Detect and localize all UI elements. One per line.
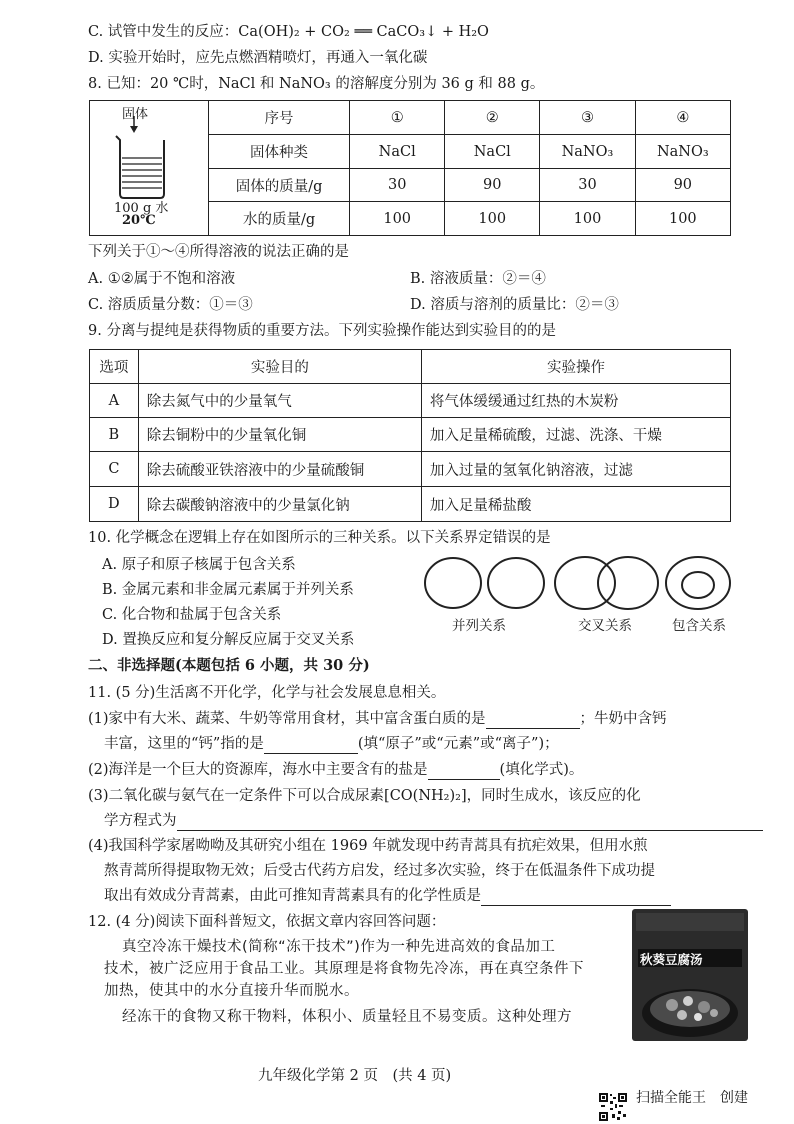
q11-part4-line1: (4)我国科学家屠呦呦及其研究小组在 1969 年就发现中药青蒿具有抗疟效果，但用水煎 bbox=[88, 838, 648, 854]
col3-solid: NaNO₃ bbox=[540, 135, 635, 169]
q11-part3-line2 bbox=[104, 811, 763, 831]
q12-p2-line1: 经冻干的食物又称干物料，体积小、质量轻且不易变质。这种处理方 bbox=[122, 1009, 572, 1025]
q8-option-d: D. 溶质与溶剂的质量比：②＝③ bbox=[410, 297, 619, 313]
q9-stem: 9. 分离与提纯是获得物质的重要方法。下列实验操作能达到实验目的的是 bbox=[88, 323, 556, 339]
col1-number: ① bbox=[350, 101, 445, 135]
qr-code-icon bbox=[598, 1092, 628, 1122]
q10-stem: 10. 化学概念在逻辑上存在如图所示的三种关系。以下关系界定错误的是 bbox=[88, 530, 551, 546]
answer-blank-calcium[interactable] bbox=[264, 737, 358, 754]
q9-row-a-op: 将气体缓缓通过红热的木炭粉 bbox=[421, 384, 730, 418]
q10-option-a: A. 原子和原子核属于包含关系 bbox=[102, 557, 296, 573]
col1-water: 100 bbox=[350, 202, 445, 236]
q9-row-d-op: 加入足量稀盐酸 bbox=[421, 487, 730, 522]
col3-mass: 30 bbox=[540, 169, 635, 202]
q8-ask: 下列关于①～④所得溶液的说法正确的是 bbox=[88, 244, 349, 260]
q8-option-a: A. ①②属于不饱和溶液 bbox=[88, 271, 236, 287]
col2-number: ② bbox=[445, 101, 540, 135]
q12-paragraph-2 bbox=[122, 1006, 572, 1028]
col2-mass: 90 bbox=[445, 169, 540, 202]
q11-part4-line2: 熬青蒿所得提取物无效；后受古代药方启发，经过多次实验，终于在低温条件下成功提 bbox=[104, 863, 655, 879]
section-title: 二、非选择题(本题包括 6 小题，共 30 分) bbox=[88, 657, 370, 674]
row-label-mass: 固体的质量/g bbox=[208, 169, 349, 202]
beaker-temp-label: 20℃ bbox=[122, 213, 156, 228]
q9-row-c-goal: 除去硫酸亚铁溶液中的少量硫酸铜 bbox=[138, 452, 421, 487]
q9-row-b-goal: 除去铜粉中的少量氧化铜 bbox=[138, 418, 421, 452]
soup-package-image bbox=[632, 909, 748, 1041]
q11-part1-text-c: 丰富，这里的“钙”指的是 bbox=[104, 736, 264, 752]
col3-water: 100 bbox=[540, 202, 635, 236]
row-label-water: 水的质量/g bbox=[208, 202, 349, 236]
answer-blank-protein[interactable] bbox=[486, 712, 580, 729]
q11-part1-line2 bbox=[104, 734, 559, 754]
answer-blank-property[interactable] bbox=[481, 889, 671, 906]
q8-option-c: C. 溶质质量分数：①＝③ bbox=[88, 297, 253, 313]
q9-row-b-op: 加入足量稀硫酸，过滤、洗涤、干燥 bbox=[421, 418, 730, 452]
col4-number: ④ bbox=[635, 101, 730, 135]
q10-option-d: D. 置换反应和复分解反应属于交叉关系 bbox=[102, 632, 355, 648]
q9-row-d-option: D bbox=[90, 487, 139, 522]
col4-water: 100 bbox=[635, 202, 730, 236]
q9-row-d-goal: 除去碳酸钠溶液中的少量氯化钠 bbox=[138, 487, 421, 522]
inclusion-relation-icon bbox=[666, 557, 730, 609]
parallel-relation-icon bbox=[425, 558, 544, 608]
col1-solid: NaCl bbox=[350, 135, 445, 169]
q11-part1-line1 bbox=[88, 709, 667, 729]
q9-header-goal: 实验目的 bbox=[138, 350, 421, 384]
q11-part2-text-b: (填化学式)。 bbox=[499, 762, 584, 778]
q9-row-c-op: 加入过量的氢氧化钠溶液，过滤 bbox=[421, 452, 730, 487]
q11-stem: 11. (5 分)生活离不开化学，化学与社会发展息息相关。 bbox=[88, 685, 446, 701]
col1-mass: 30 bbox=[350, 169, 445, 202]
q11-part4-text-c: 取出有效成分青蒿素，由此可推知青蒿素具有的化学性质是 bbox=[104, 888, 481, 904]
q11-part2 bbox=[88, 760, 583, 780]
relation-diagram bbox=[420, 552, 740, 614]
col2-solid: NaCl bbox=[445, 135, 540, 169]
q11-part3-text-b: 学方程式为 bbox=[104, 813, 177, 829]
q12-p1-line2: 技术，被广泛应用于食品工业。其原理是将食物先冷冻，再在真空条件下 bbox=[104, 961, 584, 977]
q9-header-option: 选项 bbox=[90, 350, 139, 384]
product-photo bbox=[632, 909, 748, 1041]
beaker-solid-label: 固体 bbox=[122, 107, 149, 122]
q12-paragraph-1-cont bbox=[104, 958, 584, 1002]
q9-table bbox=[89, 349, 731, 522]
answer-blank-equation[interactable] bbox=[177, 814, 763, 831]
col2-water: 100 bbox=[445, 202, 540, 236]
page-footer: 九年级化学第 2 页 (共 4 页) bbox=[258, 1068, 452, 1084]
q11-part3-line1: (3)二氧化碳与氨气在一定条件下可以合成尿素[CO(NH₂)₂]，同时生成水，该反应的化 bbox=[88, 788, 641, 804]
q8-option-b: B. 溶液质量：②＝④ bbox=[410, 271, 546, 287]
q8-stem: 8. 已知：20 ℃时，NaCl 和 NaNO₃ 的溶解度分别为 36 g 和 88 g。 bbox=[88, 76, 545, 92]
q11-part4-line3 bbox=[104, 886, 671, 906]
q9-row-b-option: B bbox=[90, 418, 139, 452]
label-inclusion: 包含关系 bbox=[672, 618, 726, 634]
q8-table bbox=[89, 100, 731, 236]
beaker-figure bbox=[90, 101, 209, 236]
q11-part2-text-a: (2)海洋是一个巨大的资源库，海水中主要含有的盐是 bbox=[88, 762, 428, 778]
q9-row-a-option: A bbox=[90, 384, 139, 418]
q12-p1-line1: 真空冷冻干燥技术(简称“冻干技术”)作为一种先进高效的食品加工 bbox=[122, 939, 556, 955]
q11-part1-text-b: ；牛奶中含钙 bbox=[579, 711, 667, 727]
product-label: 秋葵豆腐汤 bbox=[640, 952, 703, 967]
q9-header-op: 实验操作 bbox=[421, 350, 730, 384]
q9-row-a-goal: 除去氮气中的少量氧气 bbox=[138, 384, 421, 418]
label-cross: 交叉关系 bbox=[578, 618, 632, 634]
q10-option-c: C. 化合物和盐属于包含关系 bbox=[102, 607, 282, 623]
q7-option-c: C. 试管中发生的反应：Ca(OH)₂ + CO₂ ══ CaCO₃↓ + H₂O bbox=[88, 24, 489, 40]
row-label-solid: 固体种类 bbox=[208, 135, 349, 169]
beaker-water-label: 100 g 水 bbox=[114, 201, 169, 216]
q11-part1-text-d: (填“原子”或“元素”或“离子”)； bbox=[357, 736, 559, 752]
cross-relation-icon bbox=[555, 557, 658, 609]
answer-blank-salt[interactable] bbox=[428, 763, 500, 780]
row-label-number: 序号 bbox=[208, 101, 349, 135]
q9-row-c-option: C bbox=[90, 452, 139, 487]
label-parallel: 并列关系 bbox=[452, 618, 506, 634]
col4-mass: 90 bbox=[635, 169, 730, 202]
scanner-watermark: 扫描全能王 创建 bbox=[636, 1090, 748, 1106]
col4-solid: NaNO₃ bbox=[635, 135, 730, 169]
q7-option-d: D. 实验开始时，应先点燃酒精喷灯，再通入一氧化碳 bbox=[88, 50, 428, 66]
q12-paragraph-1 bbox=[122, 936, 555, 958]
col3-number: ③ bbox=[540, 101, 635, 135]
q10-option-b: B. 金属元素和非金属元素属于并列关系 bbox=[102, 582, 354, 598]
q12-p1-line3: 加热，使其中的水分直接升华而脱水。 bbox=[104, 983, 359, 999]
q11-part1-text-a: (1)家中有大米、蔬菜、牛奶等常用食材，其中富含蛋白质的是 bbox=[88, 711, 486, 727]
q12-stem: 12. (4 分)阅读下面科普短文，依据文章内容回答问题： bbox=[88, 914, 446, 930]
